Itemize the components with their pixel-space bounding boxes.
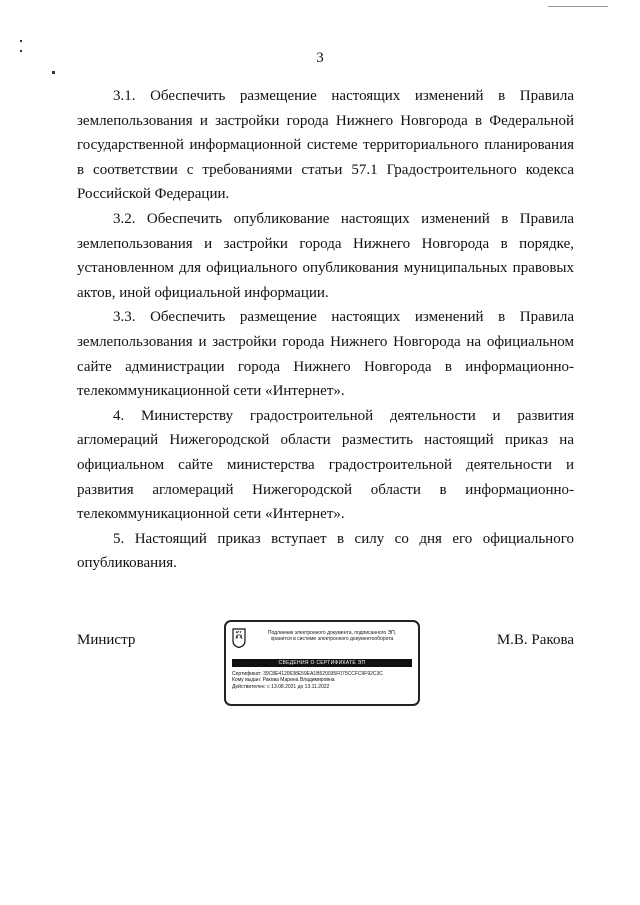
stamp-certificate: Сертификат: 39C8E4120638E59EA1B520035F075CCFC9F92C3C — [232, 671, 383, 677]
nizhny-novgorod-deer-emblem-icon — [232, 628, 246, 648]
paragraph-4: 4. Министерству градостроительной деятельности и развития агломераций Нижегородской области разместить настоящий приказ на официальном сайте министерства градостроительной деятельности и развития агломераций Нижегородской области в информационно-телекоммуникационной сети «Интернет». — [77, 407, 574, 523]
page-number: 3 — [316, 50, 324, 66]
stamp-banner: СВЕДЕНИЯ О СЕРТИФИКАТЕ ЭП — [232, 659, 412, 667]
scan-mark — [52, 71, 55, 74]
stamp-details — [232, 671, 416, 690]
stamp-issued-to: Кому выдан: Ракова Марина Владимировна — [232, 677, 335, 684]
scan-mark — [20, 40, 22, 42]
scan-mark — [548, 6, 608, 7]
stamp-line-1: Подлинник электронного документа, подписанного ЭП, — [267, 630, 397, 636]
stamp-validity: Действителен: с 13.08.2021 до 13.11.2022 — [232, 683, 330, 690]
paragraph-3-2: 3.2. Обеспечить опубликование настоящих изменений в Правила землепользования и застройки города Нижнего Новгорода в порядке, установленном для официального опубликования муниципальных правовых актов, иной официальной информации. — [77, 210, 574, 301]
document-body — [77, 84, 574, 576]
stamp-header — [250, 630, 414, 643]
stamp-line-2: хранится в системе электронного документооборота — [270, 636, 394, 643]
signer-name: М.В. Ракова — [496, 632, 574, 648]
paragraph-3-1: 3.1. Обеспечить размещение настоящих изменений в Правила землепользования и застройки города Нижнего Новгорода в Федеральной государственной информационной системе территориального планирования в соответствии с требованиями статьи 57.1 Градостроительного кодекса Российской Федерации. — [77, 88, 574, 203]
paragraph-3-3: 3.3. Обеспечить размещение настоящих изменений в Правила землепользования и застройки города Нижнего Новгорода на официальном сайте администрации города Нижнего Новгорода в информационно-телекоммуникационной сети «Интернет». — [77, 309, 574, 400]
signature-block — [77, 620, 574, 710]
paragraph-5: 5. Настоящий приказ вступает в силу со дня его официального опубликования. — [77, 530, 574, 572]
electronic-signature-stamp — [224, 620, 420, 706]
signer-position: Министр — [77, 632, 136, 648]
